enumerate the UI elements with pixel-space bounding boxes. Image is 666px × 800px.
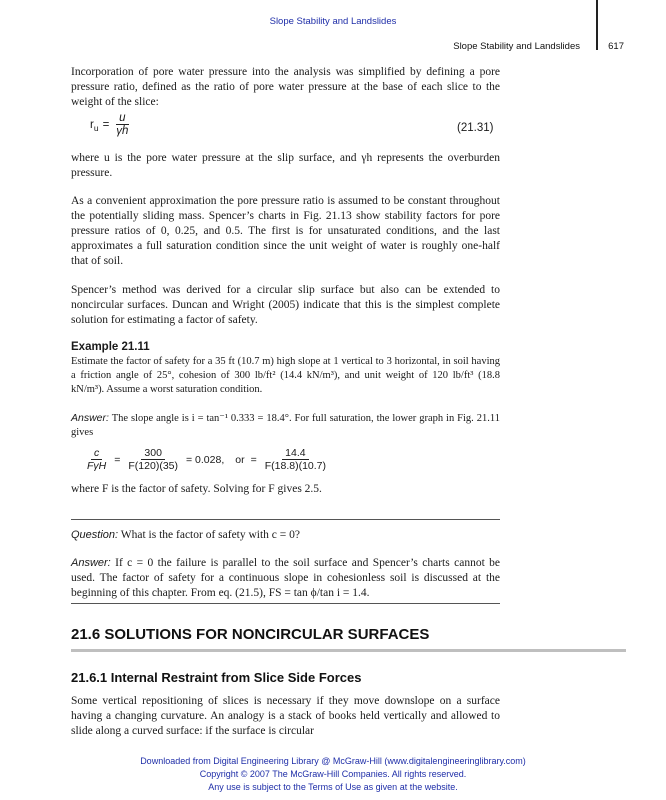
example-conclusion: where F is the factor of safety. Solving for F gives 2.5.	[71, 483, 322, 495]
equation-21-31: r u = $\frac{u}{\gamma h}$	[90, 112, 129, 137]
footer-download-link[interactable]: Downloaded from Digital Engineering Library @ McGraw-Hill (www.digitalengineeringlibrary.com)	[140, 756, 526, 766]
subsection-heading: 21.6.1 Internal Restraint from Slice Side Forces	[71, 670, 362, 685]
footer-terms-link[interactable]: Any use is subject to the Terms of Use as given at the website.	[208, 782, 458, 792]
paragraph-where-u: where u is the pore water pressure at the slip surface, and γh represents the overburden pressure.	[71, 152, 500, 179]
footer-copyright-link[interactable]: Copyright © 2007 The McGraw-Hill Companies. All rights reserved.	[199, 769, 467, 779]
question-answer: Answer: If c = 0 the failure is parallel to the soil surface and Spencer’s charts cannot be used. The factor of safety for a continuous slope in cohesionless soil is discussed at the beginning of this chapter. From eq. (21.5), FS = tan ϕ/tan i = 1.4.	[71, 557, 501, 599]
question: Question: What is the factor of safety with c = 0?	[71, 529, 301, 541]
page-number: 617	[608, 41, 624, 52]
paragraph-approximation: As a convenient approximation the pore pressure ratio is assumed to be constant throughout the potentially sliding mass. Spencer’s charts in Fig. 21.13 show stability factors for pore pressure ratios of 0, 0.25, and 0.5. The first is for unsaturated conditions, and the last approximates a full saturation condition since the unit weight of water is roughly one-half that of soil.	[71, 195, 500, 267]
paragraph-vertical-repositioning: Some vertical repositioning of slices is necessary if they move downslope on a surface having a changing curvature. An analogy is a stack of books held vertically and allowed to slide along a curved surface: if the surface is circular	[71, 695, 500, 737]
example-heading: Example 21.11	[71, 341, 150, 353]
running-head: Slope Stability and Landslides	[453, 41, 580, 52]
book-title-link[interactable]: Slope Stability and Landslides	[269, 16, 397, 27]
paragraph-pore-pressure-ratio: Incorporation of pore water pressure into the analysis was simplified by defining a pore pressure ratio, defined as the ratio of pore water pressure at the base of each slice to the weight of the slice:	[71, 66, 500, 108]
section-heading: 21.6 SOLUTIONS FOR NONCIRCULAR SURFACES	[71, 626, 626, 652]
example-answer: Answer: The slope angle is i = tan⁻¹ 0.333 = 18.4°. For full saturation, the lower graph in Fig. 21.11 gives	[71, 412, 500, 438]
example-statement: Estimate the factor of safety for a 35 ft (10.7 m) high slope at 1 vertical to 3 horizontal, in soil having a friction angle of 25°, cohesion of 300 lb/ft² (14.4 kN/m³), and unit weight of 120 lb/ft³ (18.8 kN/m³). Assume a worst saturation condition.	[71, 356, 500, 395]
header-divider	[596, 0, 598, 50]
paragraph-spencer-method: Spencer’s method was derived for a circular slip surface but also can be extended to noncircular surfaces. Duncan and Wright (2005) indicate that this is the simplest complete solution for estimating a factor of safety.	[71, 284, 500, 326]
example-equation: $\frac{c}{\text{FγH}}$ = $\frac{300}{F(120)(35)}$ = 0.028, or = $\frac{14.4}{F(18.8)(10.7)}$	[87, 447, 327, 472]
question-top-rule	[71, 519, 500, 520]
equation-number: (21.31)	[457, 122, 494, 134]
question-bottom-rule	[71, 603, 500, 604]
